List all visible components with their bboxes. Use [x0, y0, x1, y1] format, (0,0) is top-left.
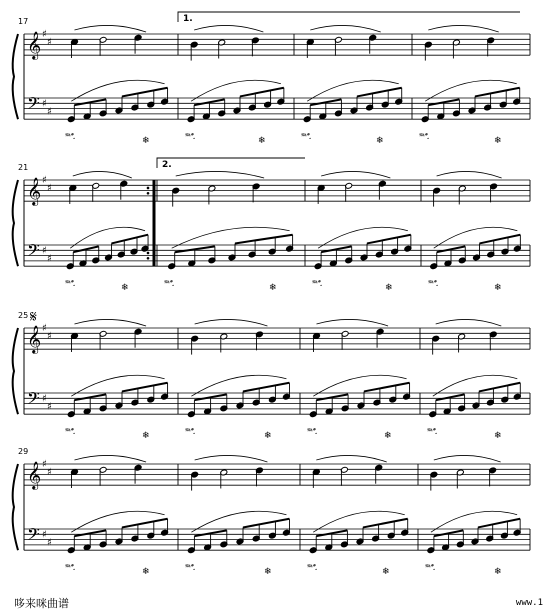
- pedal-release: ❄: [142, 136, 150, 147]
- beam: [240, 88, 284, 97]
- pedal-mark: 𝆮𝆯.: [311, 279, 323, 290]
- pedal-release: ❄: [384, 431, 392, 442]
- brace: [13, 34, 18, 119]
- measure-number: 17: [18, 17, 29, 26]
- pedal-release: ❄: [142, 431, 150, 442]
- pedal-mark: 𝆮𝆯.: [64, 279, 76, 290]
- sharp-c: ♯: [47, 537, 52, 549]
- slur: [73, 171, 132, 178]
- brace: [13, 328, 18, 414]
- pedal-release: ❄: [494, 136, 502, 147]
- bass-clef: 𝄢: [27, 93, 40, 117]
- beam: [363, 519, 408, 528]
- pedal-release: ❄: [494, 283, 502, 294]
- beam: [364, 383, 410, 392]
- pedal-mark: 𝆮𝆯.: [426, 427, 438, 438]
- pedal-mark: 𝆮𝆯.: [163, 279, 175, 290]
- measure-number: 25: [18, 311, 29, 320]
- beam: [479, 383, 520, 392]
- slur: [316, 319, 388, 326]
- volta-bracket: [157, 158, 305, 168]
- pedal-release: ❄: [121, 283, 129, 294]
- pedal-mark: 𝆮𝆯.: [64, 563, 76, 574]
- pedal-mark: 𝆮𝆯.: [64, 132, 76, 143]
- site-name: 哆来咪曲谱: [14, 597, 69, 610]
- beam: [475, 88, 520, 97]
- volta-bracket: [178, 12, 520, 22]
- pedal-release: ❄: [142, 567, 150, 578]
- sharp-c: ♯: [47, 401, 52, 413]
- slur: [195, 319, 268, 326]
- beam: [122, 88, 168, 97]
- pedal-release: ❄: [494, 567, 502, 578]
- pedal-release: ❄: [258, 136, 266, 147]
- sharp-f: ♯: [42, 459, 47, 470]
- treble-clef: 𝄞: [27, 461, 42, 489]
- brace: [13, 180, 18, 266]
- pedal-mark: 𝆮𝆯.: [300, 132, 312, 143]
- pedal-release: ❄: [385, 283, 393, 294]
- slur: [74, 319, 146, 326]
- slur: [428, 25, 498, 32]
- slur: [74, 455, 146, 462]
- sharp-f: ♯: [42, 29, 47, 40]
- pedal-release: ❄: [264, 567, 272, 578]
- repeat-dot: [147, 252, 150, 255]
- pedal-release: ❄: [269, 283, 277, 294]
- treble-clef: 𝄞: [27, 177, 42, 205]
- beam: [235, 235, 293, 244]
- sharp-f: ♯: [42, 323, 47, 334]
- slur: [316, 455, 386, 462]
- pedal-mark: 𝆮𝆯.: [427, 279, 439, 290]
- pedal-release: ❄: [376, 136, 384, 147]
- slur: [195, 455, 268, 462]
- slur: [321, 171, 390, 178]
- volta-number: 2.: [162, 160, 172, 170]
- repeat-dot: [147, 187, 150, 190]
- beam: [367, 235, 411, 244]
- sharp-c: ♯: [47, 253, 52, 265]
- repeat-dot: [147, 192, 150, 195]
- sharp-c: ♯: [47, 182, 52, 194]
- measure-number: 21: [18, 163, 29, 172]
- pedal-mark: 𝆮𝆯.: [184, 563, 196, 574]
- beam: [357, 88, 402, 97]
- beam: [112, 235, 149, 244]
- bass-clef: 𝄢: [27, 524, 40, 548]
- volta-number: 1.: [183, 14, 193, 24]
- beam: [243, 519, 289, 528]
- sharp-c: ♯: [47, 36, 52, 48]
- measure-number: 29: [18, 447, 29, 456]
- segno-sign: 𝄋: [30, 307, 37, 326]
- sharp-f: ♯: [42, 175, 47, 186]
- slur: [74, 25, 146, 32]
- bass-clef: 𝄢: [27, 388, 40, 412]
- sharp-f: ♯: [42, 529, 47, 541]
- slur: [434, 455, 501, 462]
- sharp-c: ♯: [47, 466, 52, 478]
- brace: [13, 464, 18, 550]
- pedal-mark: 𝆮𝆯.: [306, 427, 318, 438]
- beam: [480, 235, 521, 244]
- treble-clef: 𝄞: [27, 325, 42, 353]
- pedal-mark: 𝆮𝆯.: [424, 563, 436, 574]
- treble-clef: 𝄞: [27, 31, 42, 59]
- slur: [310, 25, 380, 32]
- pedal-mark: 𝆮𝆯.: [306, 563, 318, 574]
- pedal-mark: 𝆮𝆯.: [64, 427, 76, 438]
- sharp-f: ♯: [42, 245, 47, 257]
- sharp-c: ♯: [47, 106, 52, 118]
- repeat-dot: [147, 257, 150, 260]
- bass-clef: 𝄢: [27, 240, 40, 264]
- sharp-f: ♯: [42, 393, 47, 405]
- beam: [243, 383, 289, 392]
- beam: [122, 383, 168, 392]
- beam: [478, 519, 520, 528]
- pedal-mark: 𝆮𝆯.: [418, 132, 430, 143]
- pedal-mark: 𝆮𝆯.: [184, 132, 196, 143]
- pedal-release: ❄: [264, 431, 272, 442]
- sharp-c: ♯: [47, 330, 52, 342]
- slur: [176, 171, 264, 178]
- pedal-mark: 𝆮𝆯.: [184, 427, 196, 438]
- url-fragment: www.1: [515, 598, 543, 608]
- slur: [437, 171, 502, 178]
- pedal-release: ❄: [382, 567, 390, 578]
- slur: [436, 319, 502, 326]
- beam: [122, 519, 168, 528]
- slur: [194, 25, 263, 32]
- pedal-release: ❄: [494, 431, 502, 442]
- sharp-f: ♯: [42, 98, 47, 110]
